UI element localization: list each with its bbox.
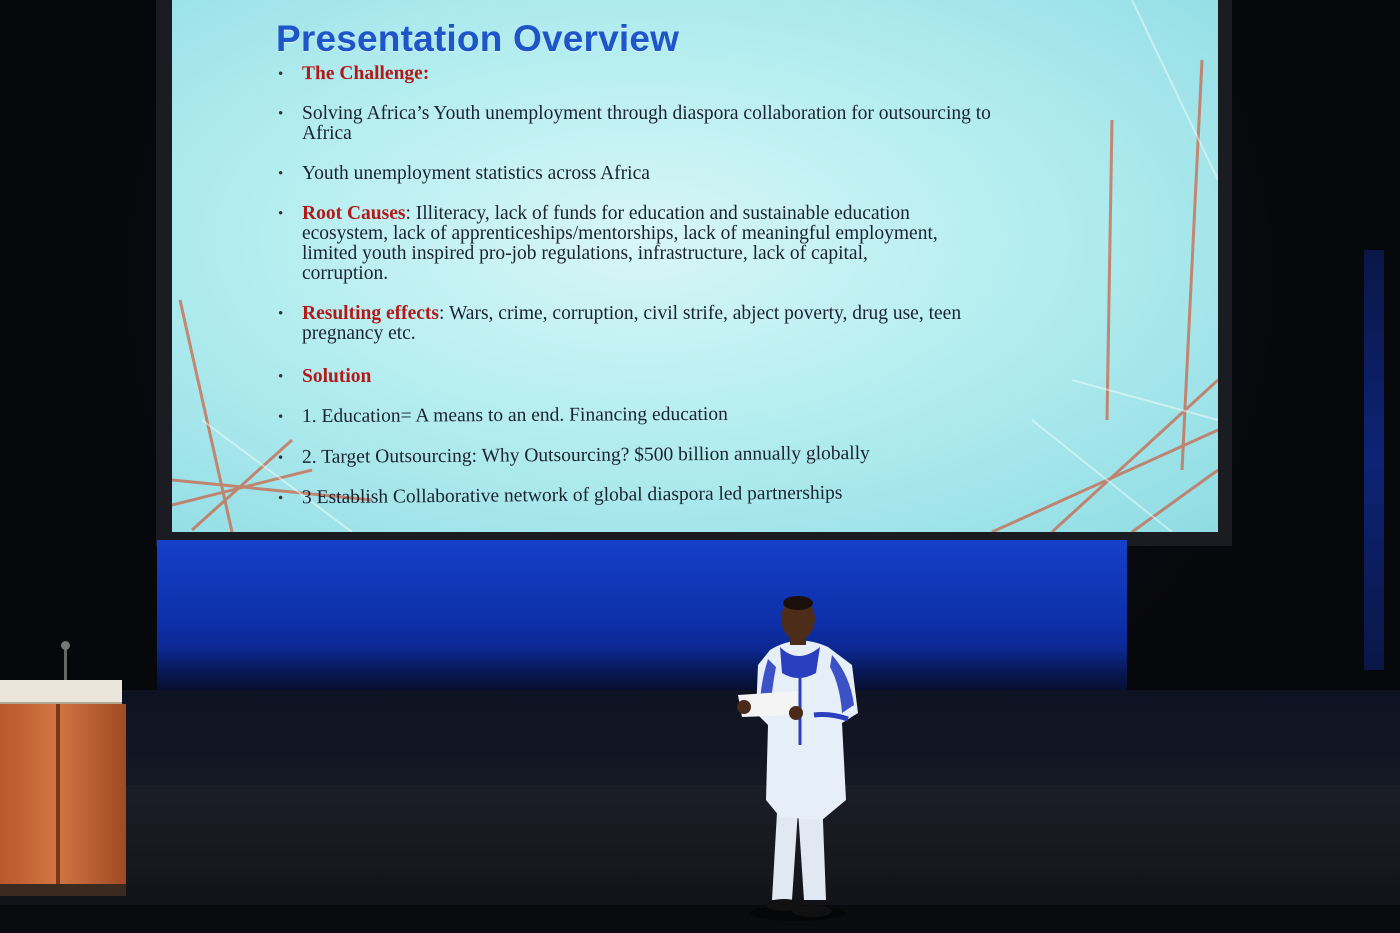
podium-body <box>0 704 126 884</box>
stage-floor-edge <box>0 905 1400 933</box>
bullet-solving-unemployment: • Solving Africa’s Youth unemployment through diaspora collaboration for outsourcing to Africa <box>278 104 992 144</box>
podium-base <box>0 884 126 896</box>
bullet-collaborative-network: • 3 Establish Collaborative network of global diaspora led partnerships <box>278 484 843 509</box>
speaker-figure <box>730 595 870 925</box>
side-curtain-light <box>1364 250 1384 670</box>
bullet-root-causes: • Root Causes: Illiteracy, lack of funds for education and sustainable education ecosystem, lack of apprenticeships/mentorships, lack of meaningful employment, limited youth inspired pro-job regulations, infrastructure, lack of capital, corruption. <box>278 204 952 284</box>
bullet-education: • 1. Education= A means to an end. Financing education <box>278 405 728 427</box>
slide-title: Presentation Overview <box>276 18 680 59</box>
bullet-resulting-effects: • Resulting effects: Wars, crime, corruption, civil strife, abject poverty, drug use, teen pregnancy etc. <box>278 304 992 344</box>
podium-panel-seam <box>56 704 60 884</box>
podium <box>0 680 134 910</box>
bullet-solution: • Solution <box>278 367 371 387</box>
microphone-icon <box>61 641 70 650</box>
bullet-outsourcing: • 2. Target Outsourcing: Why Outsourcing? $500 billion annually globally <box>278 444 870 468</box>
projection-screen <box>172 0 1218 532</box>
bullet-youth-statistics: • Youth unemployment statistics across Africa <box>278 164 650 184</box>
podium-top <box>0 680 122 706</box>
microphone-stand <box>64 645 67 683</box>
bullet-challenge: • The Challenge: <box>278 64 429 85</box>
